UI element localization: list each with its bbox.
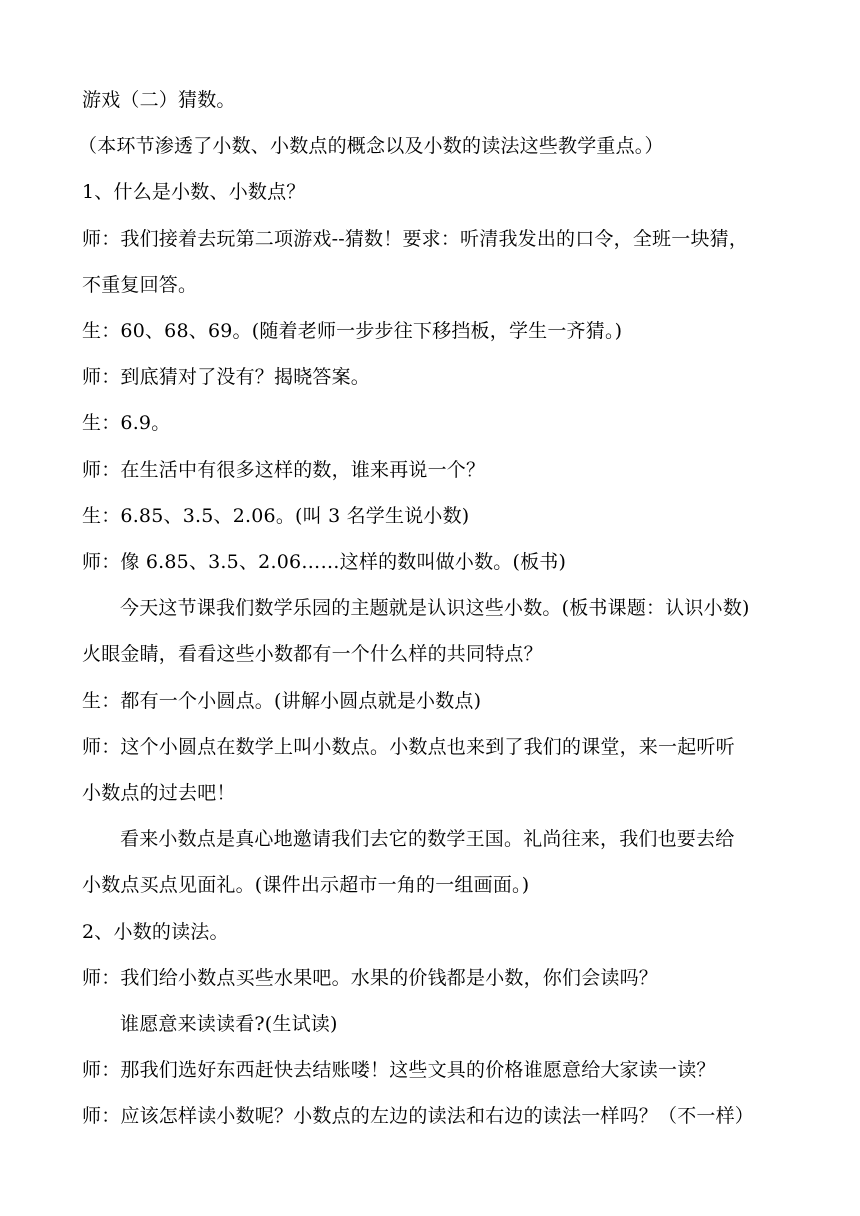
paragraph-line: 小数点的过去吧！ <box>82 782 236 804</box>
subheading-reading-decimals: 2、小数的读法。 <box>82 921 229 943</box>
paragraph-line: 生：6.85、3.5、2.06。(叫 3 名学生说小数) <box>82 505 470 527</box>
note-teaching-focus: （本环节渗透了小数、小数点的概念以及小数的读法这些教学重点。） <box>78 135 664 157</box>
paragraph-line: 小数点买点见面礼。(课件出示超市一角的一组画面。) <box>82 874 530 896</box>
paragraph-line: 火眼金睛，看看这些小数都有一个什么样的共同特点？ <box>82 643 543 665</box>
paragraph-line: 师：像 6.85、3.5、2.06……这样的数叫做小数。(板书) <box>82 551 567 573</box>
paragraph-line: 不重复回答。 <box>82 274 198 296</box>
paragraph-line: 看来小数点是真心地邀请我们去它的数学王国。礼尚往来，我们也要去给 <box>120 828 735 850</box>
paragraph-line: 师：应该怎样读小数呢？小数点的左边的读法和右边的读法一样吗？（不一样） <box>82 1105 755 1127</box>
paragraph-line: 师：我们接着去玩第二项游戏--猜数！要求：听清我发出的口令，全班一块猜， <box>82 228 749 250</box>
paragraph-line: 师：这个小圆点在数学上叫小数点。小数点也来到了我们的课堂，来一起听听 <box>82 736 735 758</box>
subheading-what-is-decimal: 1、什么是小数、小数点？ <box>82 181 306 203</box>
paragraph-line: 师：在生活中有很多这样的数，谁来再说一个？ <box>82 459 486 481</box>
paragraph-line: 生：都有一个小圆点。(讲解小圆点就是小数点) <box>82 690 482 712</box>
paragraph-line: 今天这节课我们数学乐园的主题就是认识这些小数。(板书课题：认识小数) <box>120 597 750 619</box>
paragraph-line: 谁愿意来读读看?(生试读) <box>120 1013 338 1035</box>
paragraph-line: 师：我们给小数点买些水果吧。水果的价钱都是小数，你们会读吗？ <box>82 967 659 989</box>
paragraph-line: 师：那我们选好东西赶快去结账喽！这些文具的价格谁愿意给大家读一读？ <box>82 1059 716 1081</box>
paragraph-line: 师：到底猜对了没有？揭晓答案。 <box>82 366 371 388</box>
paragraph-line: 生：60、68、69。(随着老师一步步往下移挡板，学生一齐猜。) <box>82 320 623 342</box>
section-heading-game-two: 游戏（二）猜数。 <box>82 89 236 111</box>
paragraph-line: 生：6.9。 <box>82 412 171 434</box>
